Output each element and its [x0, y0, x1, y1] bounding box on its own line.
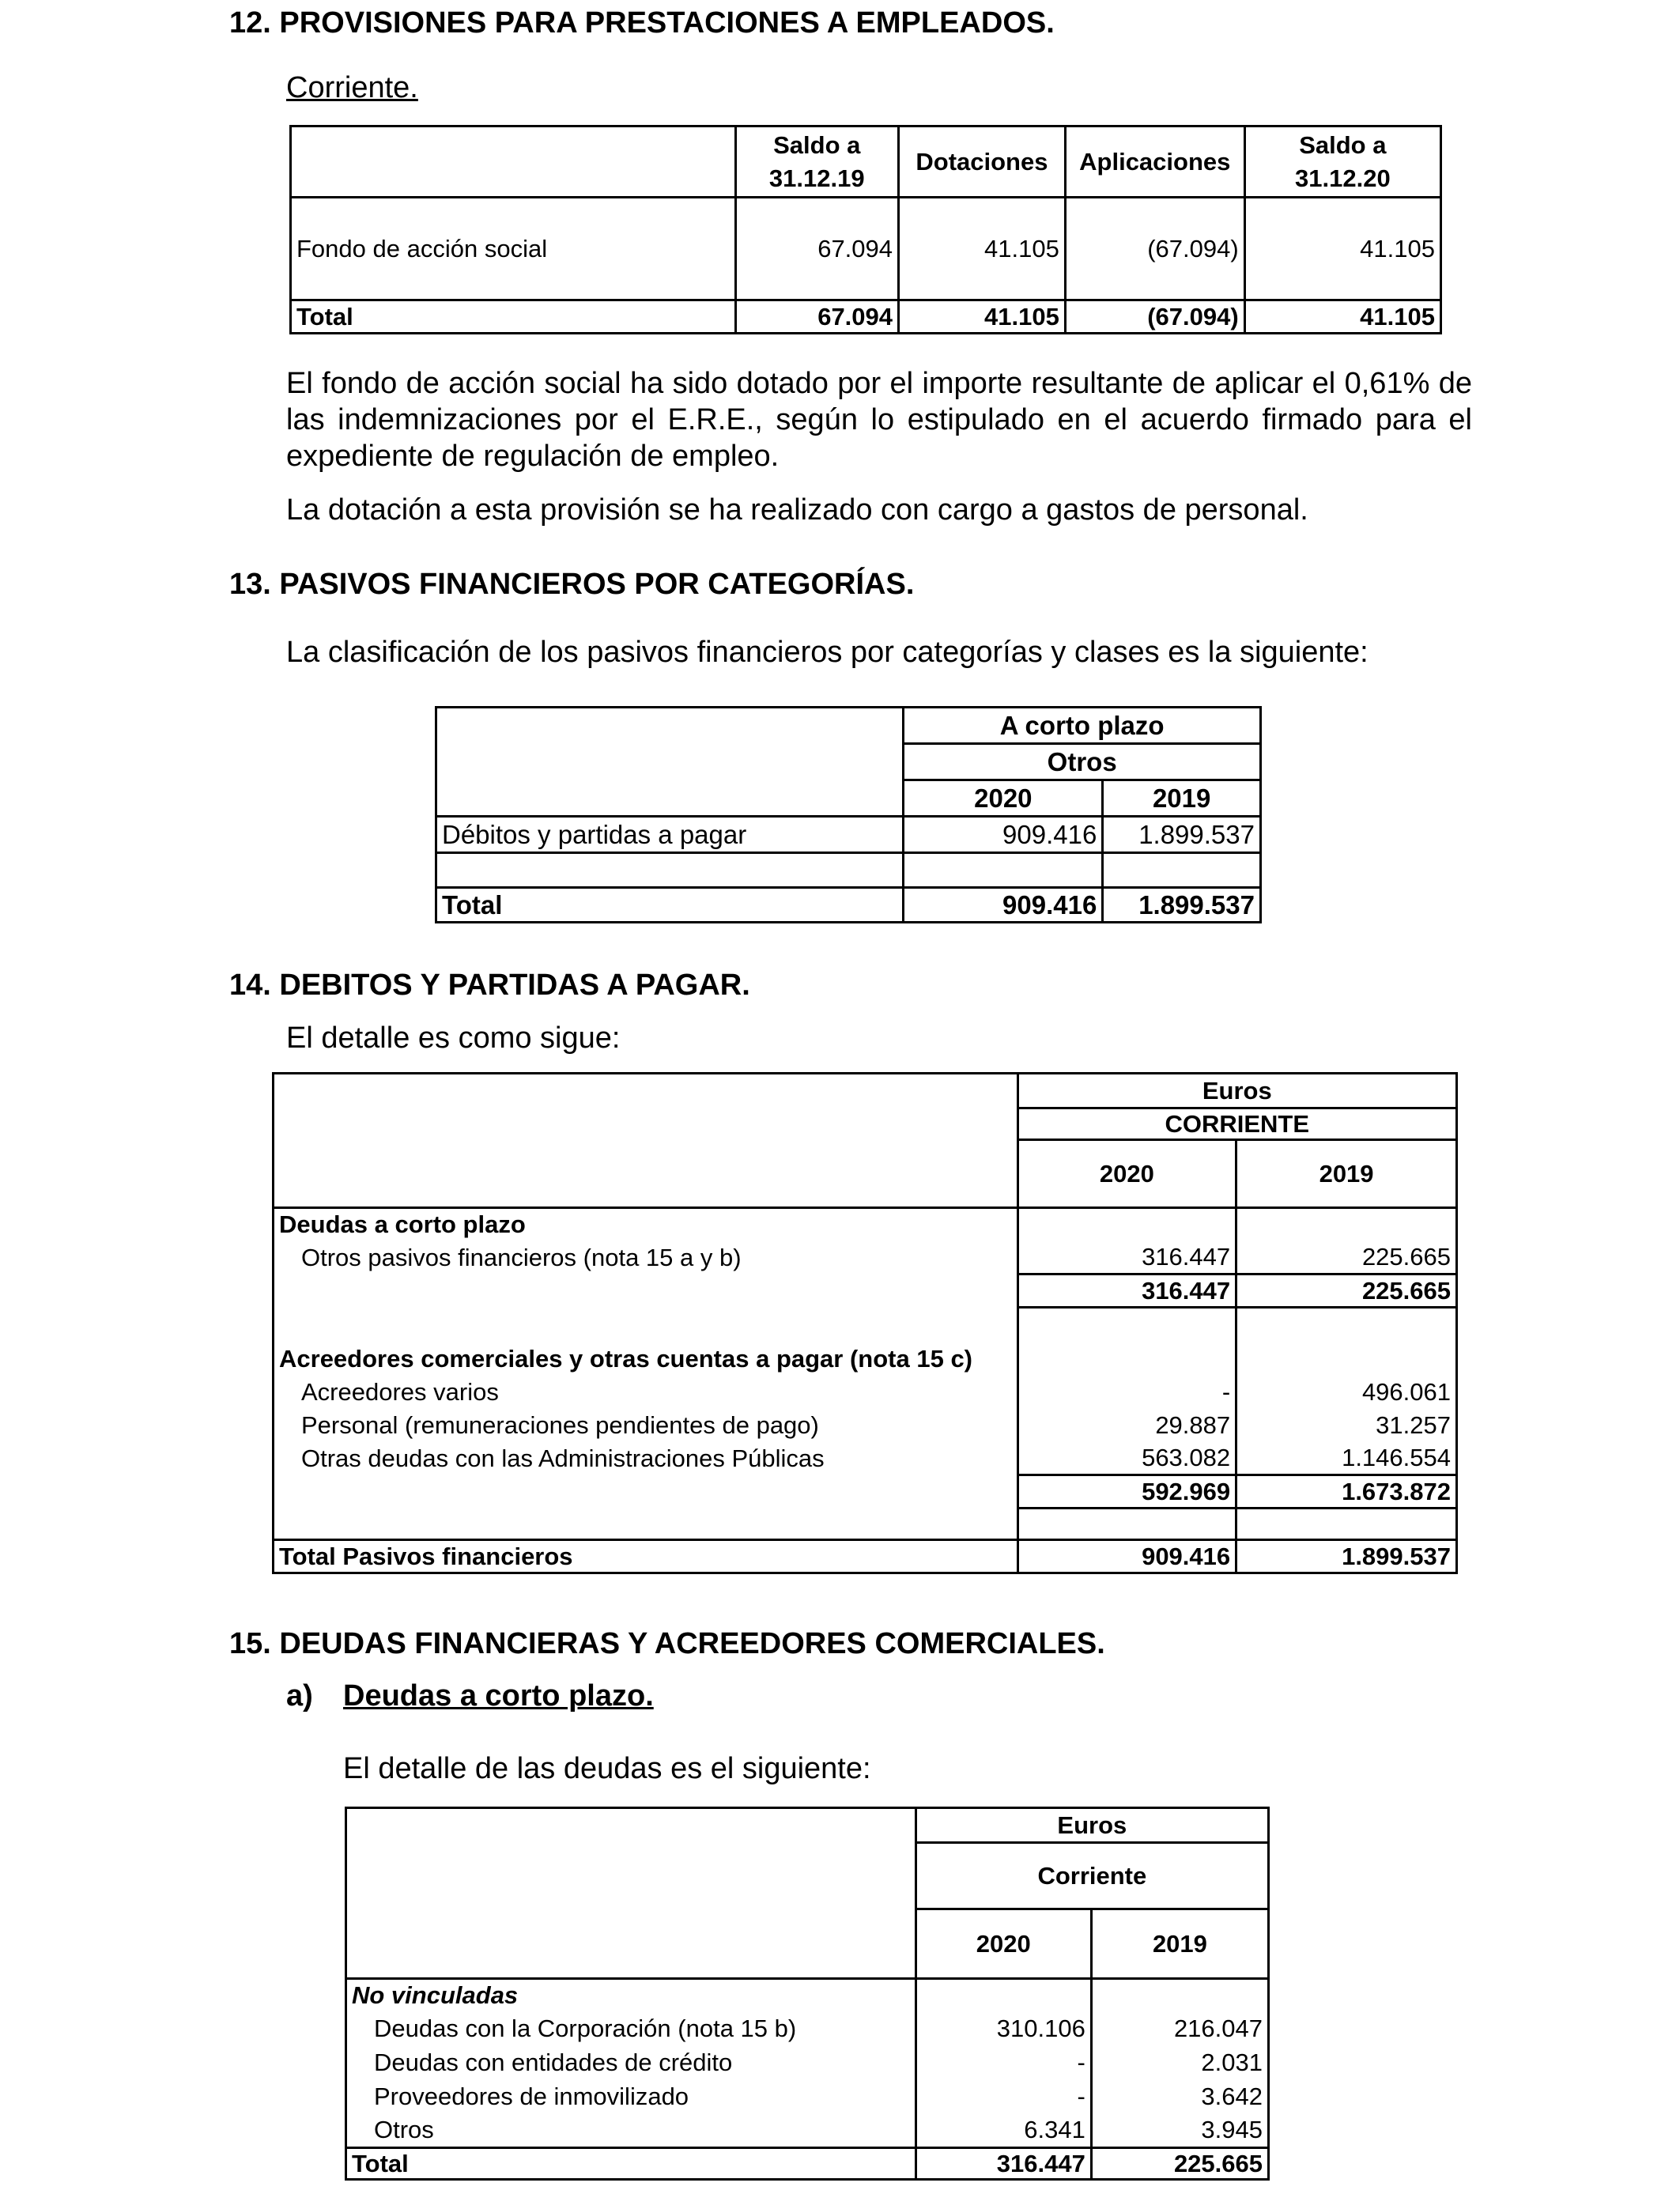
total-value: 1.899.537	[1236, 1540, 1457, 1573]
section-15-title: 15. DEUDAS FINANCIERAS Y ACREEDORES COMERCIALES.	[229, 1627, 1105, 1660]
row-label: Deudas con la Corporación (nota 15 b)	[346, 2012, 916, 2046]
cell-value: 2.031	[1091, 2046, 1268, 2080]
cell-value: 41.105	[899, 198, 1066, 300]
cell-value: 216.047	[1091, 2012, 1268, 2046]
subtotal-value: 316.447	[1017, 1274, 1236, 1308]
header-subgroup: Corriente	[916, 1843, 1268, 1909]
section-14-intro: El detalle es como sigue:	[286, 1021, 621, 1055]
section-heading: No vinculadas	[346, 1979, 916, 2012]
total-row	[346, 2148, 1269, 2180]
table-row	[274, 1376, 1457, 1409]
header-group: Euros	[916, 1808, 1268, 1843]
table-header-row	[291, 127, 1441, 198]
cell-value: -	[916, 2080, 1091, 2114]
row-label: Otros pasivos financieros (nota 15 a y b)	[274, 1241, 1018, 1274]
subsection-a-title: Deudas a corto plazo.	[343, 1679, 654, 1713]
cell-value: 29.887	[1017, 1409, 1236, 1442]
cell-value: (67.094)	[1065, 198, 1244, 300]
row-label: Otros	[346, 2114, 916, 2148]
row-label: Personal (remuneraciones pendientes de pago)	[274, 1409, 1018, 1442]
short-term-debts-table	[345, 1807, 1270, 2181]
financial-liabilities-categories-table	[435, 706, 1262, 923]
empty-cell	[436, 853, 904, 888]
cell-value: 909.416	[904, 817, 1103, 853]
section-14-title: 14. DEBITOS Y PARTIDAS A PAGAR.	[229, 969, 750, 1002]
table-row	[274, 1442, 1457, 1475]
cell-value: 67.094	[735, 198, 899, 300]
subtotal-row	[274, 1274, 1457, 1308]
row-label: Acreedores varios	[274, 1376, 1018, 1409]
cell-value: 3.945	[1091, 2114, 1268, 2148]
table-row	[346, 2080, 1269, 2114]
total-value: (67.094)	[1065, 300, 1244, 334]
section-heading-row	[346, 1979, 1269, 2012]
total-value: 1.899.537	[1103, 888, 1261, 923]
section-12-subtitle: Corriente.	[286, 71, 418, 104]
header-group: Euros	[1017, 1074, 1456, 1108]
cell-value: 6.341	[916, 2114, 1091, 2148]
header-year-2019: 2019	[1103, 780, 1261, 817]
total-value: 41.105	[899, 300, 1066, 334]
cell-value: 310.106	[916, 2012, 1091, 2046]
cell-value: 563.082	[1017, 1442, 1236, 1475]
cell-value: 41.105	[1244, 198, 1440, 300]
row-label: Débitos y partidas a pagar	[436, 817, 904, 853]
total-value: 909.416	[1017, 1540, 1236, 1573]
payables-detail-table	[272, 1072, 1458, 1574]
subtotal-value: 225.665	[1236, 1274, 1457, 1308]
table-row	[274, 1409, 1457, 1442]
total-label: Total Pasivos financieros	[274, 1540, 1018, 1573]
total-value: 67.094	[735, 300, 899, 334]
cell-value: -	[916, 2046, 1091, 2080]
cell-value: -	[1017, 1376, 1236, 1409]
section-13-intro: La clasificación de los pasivos financieros por categorías y clases es la siguiente:	[286, 636, 1369, 669]
provisions-table	[289, 125, 1442, 334]
section-heading: Acreedores comerciales y otras cuentas a pagar (nota 15 c)	[274, 1342, 1018, 1376]
header-year-2020: 2020	[904, 780, 1103, 817]
cell-value: 316.447	[1017, 1241, 1236, 1274]
empty-cell	[904, 853, 1103, 888]
subsection-a-letter: a)	[286, 1679, 313, 1713]
cell-value: 3.642	[1091, 2080, 1268, 2114]
total-row	[274, 1540, 1457, 1573]
empty-cell	[1103, 853, 1261, 888]
total-label: Total	[346, 2148, 916, 2180]
cell-value: 1.146.554	[1236, 1442, 1457, 1475]
header-aplicaciones: Aplicaciones	[1065, 127, 1244, 198]
header-blank	[346, 1808, 916, 1979]
header-blank	[274, 1074, 1018, 1208]
cell-value: 1.899.537	[1103, 817, 1261, 853]
subtotal-value: 592.969	[1017, 1475, 1236, 1509]
header-year-2019: 2019	[1236, 1140, 1457, 1208]
table-row	[346, 2012, 1269, 2046]
total-label: Total	[291, 300, 736, 334]
cell-value: 31.257	[1236, 1409, 1457, 1442]
row-label: Proveedores de inmovilizado	[346, 2080, 916, 2114]
section-12-title: 12. PROVISIONES PARA PRESTACIONES A EMPLEADOS.	[229, 6, 1055, 40]
row-label: Fondo de acción social	[291, 198, 736, 300]
table-row	[274, 1241, 1457, 1274]
section-12-paragraph-2: La dotación a esta provisión se ha realizado con cargo a gastos de personal.	[286, 493, 1308, 527]
total-value: 909.416	[904, 888, 1103, 923]
total-row	[436, 888, 1261, 923]
header-dotaciones: Dotaciones	[899, 127, 1066, 198]
subtotal-row	[274, 1475, 1457, 1509]
section-heading-row	[274, 1208, 1457, 1241]
header-blank	[436, 708, 904, 817]
section-15-intro: El detalle de las deudas es el siguiente:	[343, 1752, 871, 1785]
table-row	[291, 198, 1441, 300]
header-year-2020: 2020	[916, 1909, 1091, 1979]
table-row	[436, 817, 1261, 853]
header-subgroup: CORRIENTE	[1017, 1108, 1456, 1140]
header-blank	[291, 127, 736, 198]
total-value: 225.665	[1091, 2148, 1268, 2180]
section-heading-row	[274, 1342, 1457, 1376]
table-row	[346, 2046, 1269, 2080]
table-row-empty	[436, 853, 1261, 888]
header-subgroup: Otros	[904, 744, 1261, 780]
header-year-2020: 2020	[1017, 1140, 1236, 1208]
section-13-title: 13. PASIVOS FINANCIEROS POR CATEGORÍAS.	[229, 568, 915, 601]
total-label: Total	[436, 888, 904, 923]
total-row	[291, 300, 1441, 334]
header-group: A corto plazo	[904, 708, 1261, 744]
header-year-2019: 2019	[1091, 1909, 1268, 1979]
section-heading: Deudas a corto plazo	[274, 1208, 1018, 1241]
row-label: Otras deudas con las Administraciones Públicas	[274, 1442, 1018, 1475]
cell-value: 496.061	[1236, 1376, 1457, 1409]
row-label: Deudas con entidades de crédito	[346, 2046, 916, 2080]
header-saldo-2020: Saldo a 31.12.20	[1244, 127, 1440, 198]
total-value: 316.447	[916, 2148, 1091, 2180]
cell-value: 225.665	[1236, 1241, 1457, 1274]
subtotal-value: 1.673.872	[1236, 1475, 1457, 1509]
section-12-paragraph: El fondo de acción social ha sido dotado por el importe resultante de aplicar el 0,61% de las indemnizaciones por el E.R.E., según lo estipulado en el acuerdo firmado para el expediente de regulación de empleo.	[286, 367, 1472, 473]
total-value: 41.105	[1244, 300, 1440, 334]
table-row	[346, 2114, 1269, 2148]
header-saldo-2019: Saldo a 31.12.19	[735, 127, 899, 198]
